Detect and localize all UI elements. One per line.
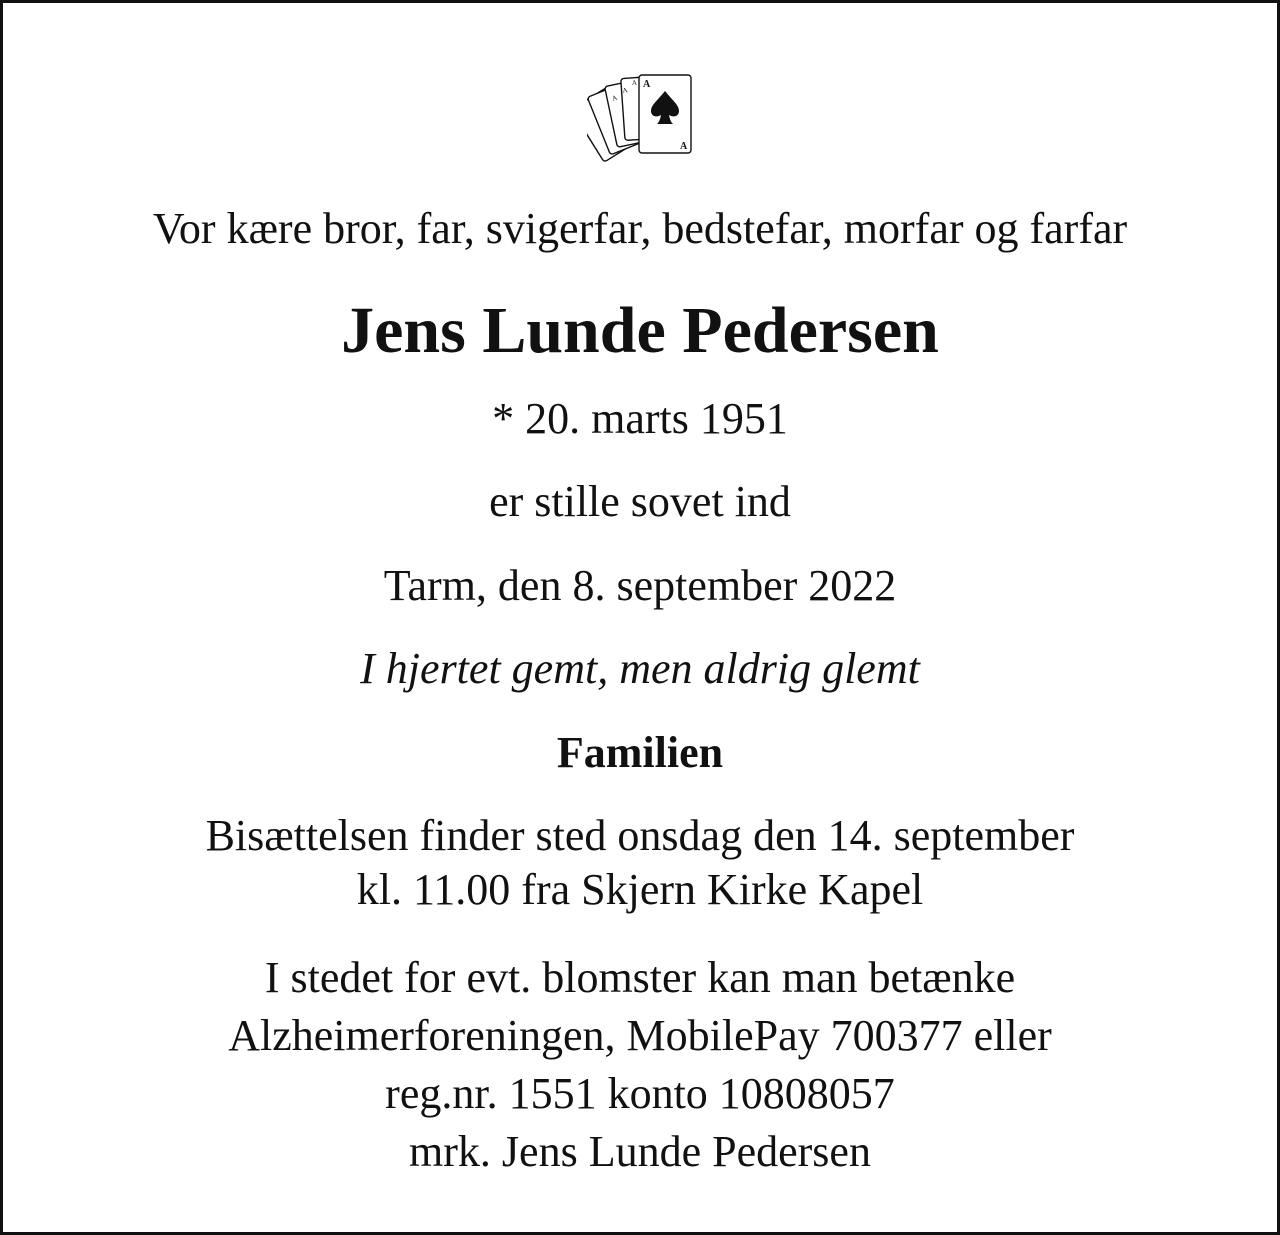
svg-text:A: A xyxy=(680,141,688,152)
birth-date: * 20. marts 1951 xyxy=(492,394,788,443)
signed-by: Familien xyxy=(556,728,724,777)
place-and-date: Tarm, den 8. september 2022 xyxy=(383,561,897,610)
charity-info-line-4: mrk. Jens Lunde Pedersen xyxy=(409,1127,871,1176)
deceased-name: Jens Lunde Pedersen xyxy=(341,294,939,367)
playing-cards-icon xyxy=(587,71,697,171)
svg-text:A: A xyxy=(631,78,638,87)
svg-text:A: A xyxy=(643,79,651,90)
svg-text:A: A xyxy=(610,93,619,103)
intro-line: Vor kære bror, far, svigerfar, bedstefar, morfar og farfar xyxy=(152,204,1128,253)
charity-info-line-2: Alzheimerforeningen, MobilePay 700377 eller xyxy=(228,1011,1052,1060)
charity-info-line-1: I stedet for evt. blomster kan man betænke xyxy=(264,953,1016,1002)
funeral-info-line-1: Bisættelsen finder sted onsdag den 14. september xyxy=(205,811,1075,860)
svg-text:A: A xyxy=(621,86,629,95)
passed-away-line: er stille sovet ind xyxy=(489,477,791,526)
memorial-verse: I hjertet gemt, men aldrig glemt xyxy=(360,644,920,693)
funeral-info-line-2: kl. 11.00 fra Skjern Kirke Kapel xyxy=(356,865,924,914)
charity-info-line-3: reg.nr. 1551 konto 10808057 xyxy=(385,1069,895,1118)
